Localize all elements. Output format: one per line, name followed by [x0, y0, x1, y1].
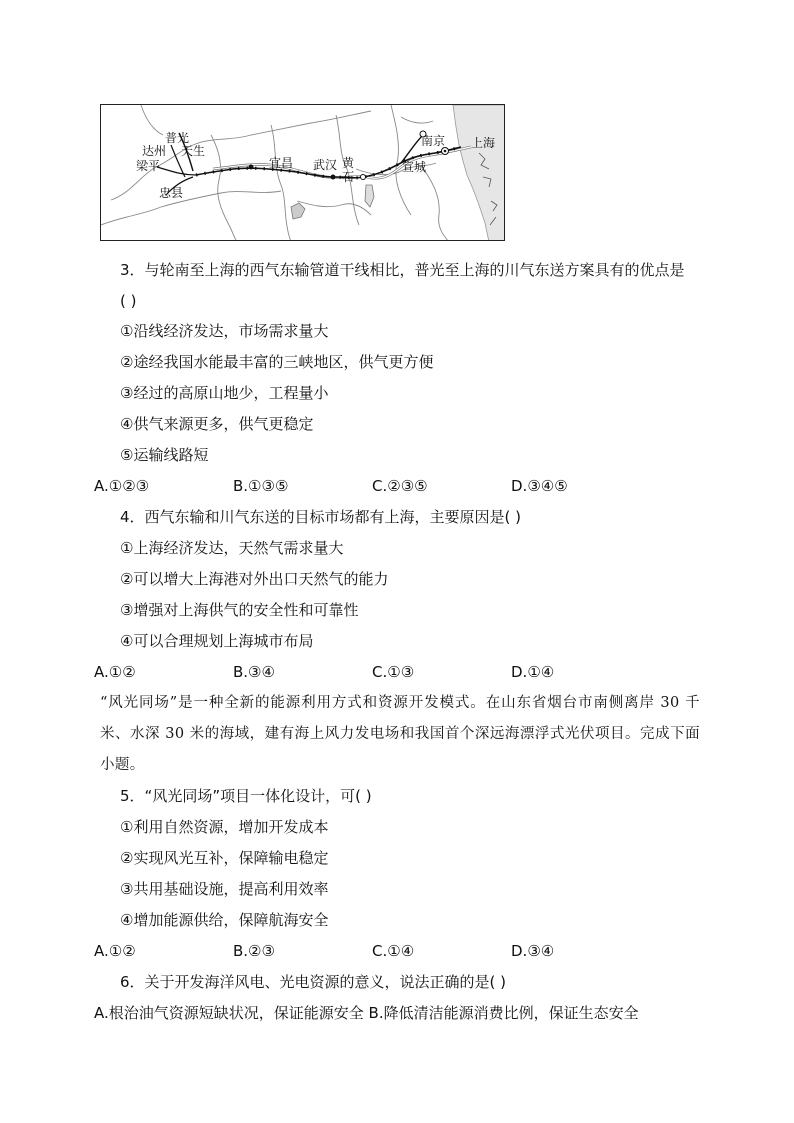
q5-stem: 5．“风光同场”项目一体化设计，可( )	[120, 787, 372, 805]
q4-option-d[interactable]: D.①④	[511, 663, 555, 681]
q6-stem: 6．关于开发海洋风电、光电资源的意义，说法正确的是( )	[120, 973, 507, 991]
map-label-puguang: 普光	[165, 131, 190, 145]
q3-option-c[interactable]: C.②③⑤	[372, 477, 428, 495]
map-label-shanghai: 上海	[471, 136, 496, 150]
map-label-zhongxian: 忠县	[159, 186, 184, 200]
q4-option-a[interactable]: A.①②	[94, 663, 136, 681]
q3-stem-bracket: ( )	[120, 292, 137, 310]
q3-item-1: ①沿线经济发达，市场需求量大	[120, 322, 329, 340]
q5-option-d[interactable]: D.③④	[511, 942, 555, 960]
q3-option-a[interactable]: A.①②③	[94, 477, 150, 495]
q3-item-4: ④供气来源更多，供气更稳定	[120, 415, 314, 433]
q5-option-b[interactable]: B.②③	[233, 942, 275, 960]
map-label-dazhou: 达州	[142, 144, 167, 158]
map-label-yichang: 宜昌	[269, 156, 294, 170]
map-label-wuhan: 武汉	[313, 158, 338, 172]
q5-item-4: ④增加能源供给，保障航海安全	[120, 911, 329, 929]
q3-item-5: ⑤运输线路短	[120, 446, 209, 464]
map-label-tiansheng: 天生	[181, 144, 206, 158]
map-graphic	[101, 105, 505, 241]
q4-item-2: ②可以增大上海港对外出口天然气的能力	[120, 570, 389, 588]
q3-stem: 3．与轮南至上海的西气东输管道干线相比，普光至上海的川气东送方案具有的优点是	[120, 261, 685, 279]
q4-item-3: ③增强对上海供气的安全性和可靠性	[120, 601, 359, 619]
q3-item-2: ②途经我国水能最丰富的三峡地区，供气更方便	[120, 353, 434, 371]
q5-item-2: ②实现风光互补，保障输电稳定	[120, 849, 329, 867]
passage-intro: “风光同场”是一种全新的能源利用方式和资源开发模式。在山东省烟台市南侧离岸 30 千米、水深 30 米的海域，建有海上风力发电场和我国首个深远海漂浮式光伏项目。完成下面小题。	[100, 695, 700, 773]
q4-item-1: ①上海经济发达，天然气需求量大	[120, 539, 344, 557]
pipeline-map	[100, 104, 505, 241]
map-label-huangshi: 黄石	[342, 156, 355, 184]
q3-item-3: ③经过的高原山地少，工程量小	[120, 384, 329, 402]
q4-stem: 4．西气东输和川气东送的目标市场都有上海，主要原因是( )	[120, 508, 522, 526]
q5-option-c[interactable]: C.①④	[372, 942, 415, 960]
q4-option-b[interactable]: B.③④	[233, 663, 275, 681]
map-label-xuancheng: 宣城	[402, 160, 427, 174]
q4-option-c[interactable]: C.①③	[372, 663, 415, 681]
q4-item-4: ④可以合理规划上海城市布局	[120, 632, 314, 650]
q3-option-b[interactable]: B.①③⑤	[233, 477, 289, 495]
q6-options-ab[interactable]: A.根治油气资源短缺状况，保证能源安全 B.降低清洁能源消费比例，保证生态安全	[94, 1004, 639, 1022]
q5-option-a[interactable]: A.①②	[94, 942, 136, 960]
q5-item-3: ③共用基础设施，提高利用效率	[120, 880, 329, 898]
q5-item-1: ①利用自然资源，增加开发成本	[120, 818, 329, 836]
q3-option-d[interactable]: D.③④⑤	[511, 477, 568, 495]
map-label-liangping: 梁平	[136, 159, 161, 173]
map-label-nanjing: 南京	[421, 134, 446, 148]
